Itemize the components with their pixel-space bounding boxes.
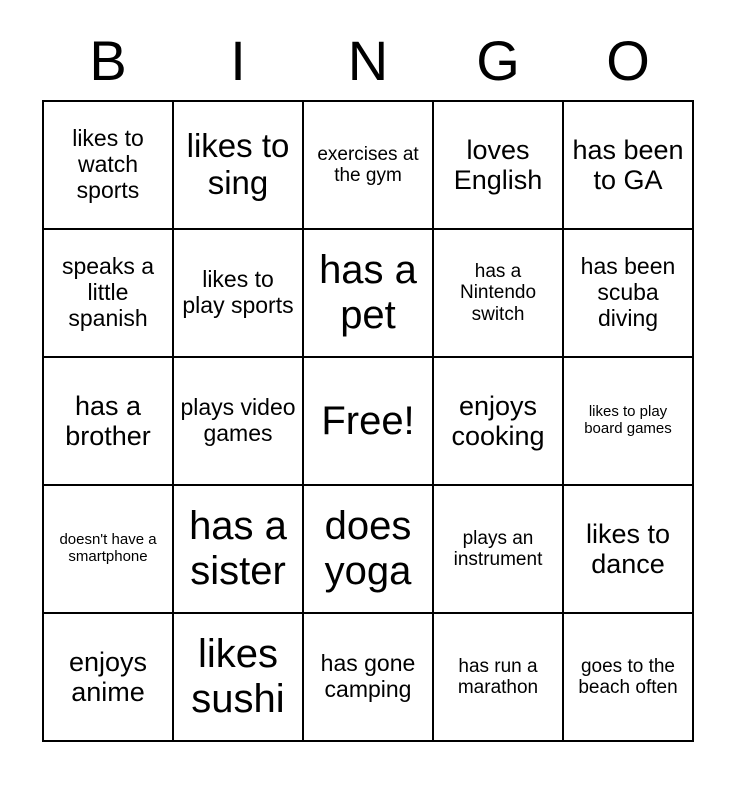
bingo-grid bbox=[42, 100, 694, 742]
bingo-cell[interactable]: speaks a little spanish bbox=[43, 229, 173, 357]
bingo-cell[interactable]: plays an instrument bbox=[433, 485, 563, 613]
bingo-row bbox=[43, 485, 693, 613]
bingo-cell[interactable]: likes to dance bbox=[563, 485, 693, 613]
bingo-cell[interactable]: has been scuba diving bbox=[563, 229, 693, 357]
bingo-cell[interactable]: likes to watch sports bbox=[43, 101, 173, 229]
bingo-row bbox=[43, 357, 693, 485]
bingo-cell[interactable]: has a sister bbox=[173, 485, 303, 613]
bingo-cell[interactable]: has a Nintendo switch bbox=[433, 229, 563, 357]
header-letter-o: O bbox=[606, 29, 650, 92]
header-letter-b: B bbox=[89, 29, 127, 92]
header-letter-n: N bbox=[347, 29, 389, 92]
bingo-cell[interactable]: doesn't have a smartphone bbox=[43, 485, 173, 613]
bingo-cell[interactable]: enjoys anime bbox=[43, 613, 173, 741]
bingo-cell[interactable]: likes to play board games bbox=[563, 357, 693, 485]
header-letter-g: G bbox=[476, 29, 520, 92]
bingo-cell[interactable]: plays video games bbox=[173, 357, 303, 485]
bingo-cell[interactable]: has a pet bbox=[303, 229, 433, 357]
bingo-cell[interactable]: likes sushi bbox=[173, 613, 303, 741]
bingo-cell[interactable]: has run a marathon bbox=[433, 613, 563, 741]
bingo-cell[interactable]: has gone camping bbox=[303, 613, 433, 741]
bingo-cell[interactable]: has been to GA bbox=[563, 101, 693, 229]
bingo-cell[interactable]: has a brother bbox=[43, 357, 173, 485]
bingo-cell[interactable]: enjoys cooking bbox=[433, 357, 563, 485]
header-letter-i: I bbox=[230, 29, 246, 92]
bingo-row bbox=[43, 229, 693, 357]
bingo-cell[interactable]: exercises at the gym bbox=[303, 101, 433, 229]
bingo-cell-free[interactable]: Free! bbox=[303, 357, 433, 485]
bingo-cell[interactable]: goes to the beach often bbox=[563, 613, 693, 741]
bingo-header bbox=[43, 0, 693, 94]
bingo-cell[interactable]: loves English bbox=[433, 101, 563, 229]
bingo-row bbox=[43, 613, 693, 741]
bingo-cell[interactable]: likes to play sports bbox=[173, 229, 303, 357]
bingo-cell[interactable]: likes to sing bbox=[173, 101, 303, 229]
bingo-row bbox=[43, 101, 693, 229]
bingo-cell[interactable]: does yoga bbox=[303, 485, 433, 613]
